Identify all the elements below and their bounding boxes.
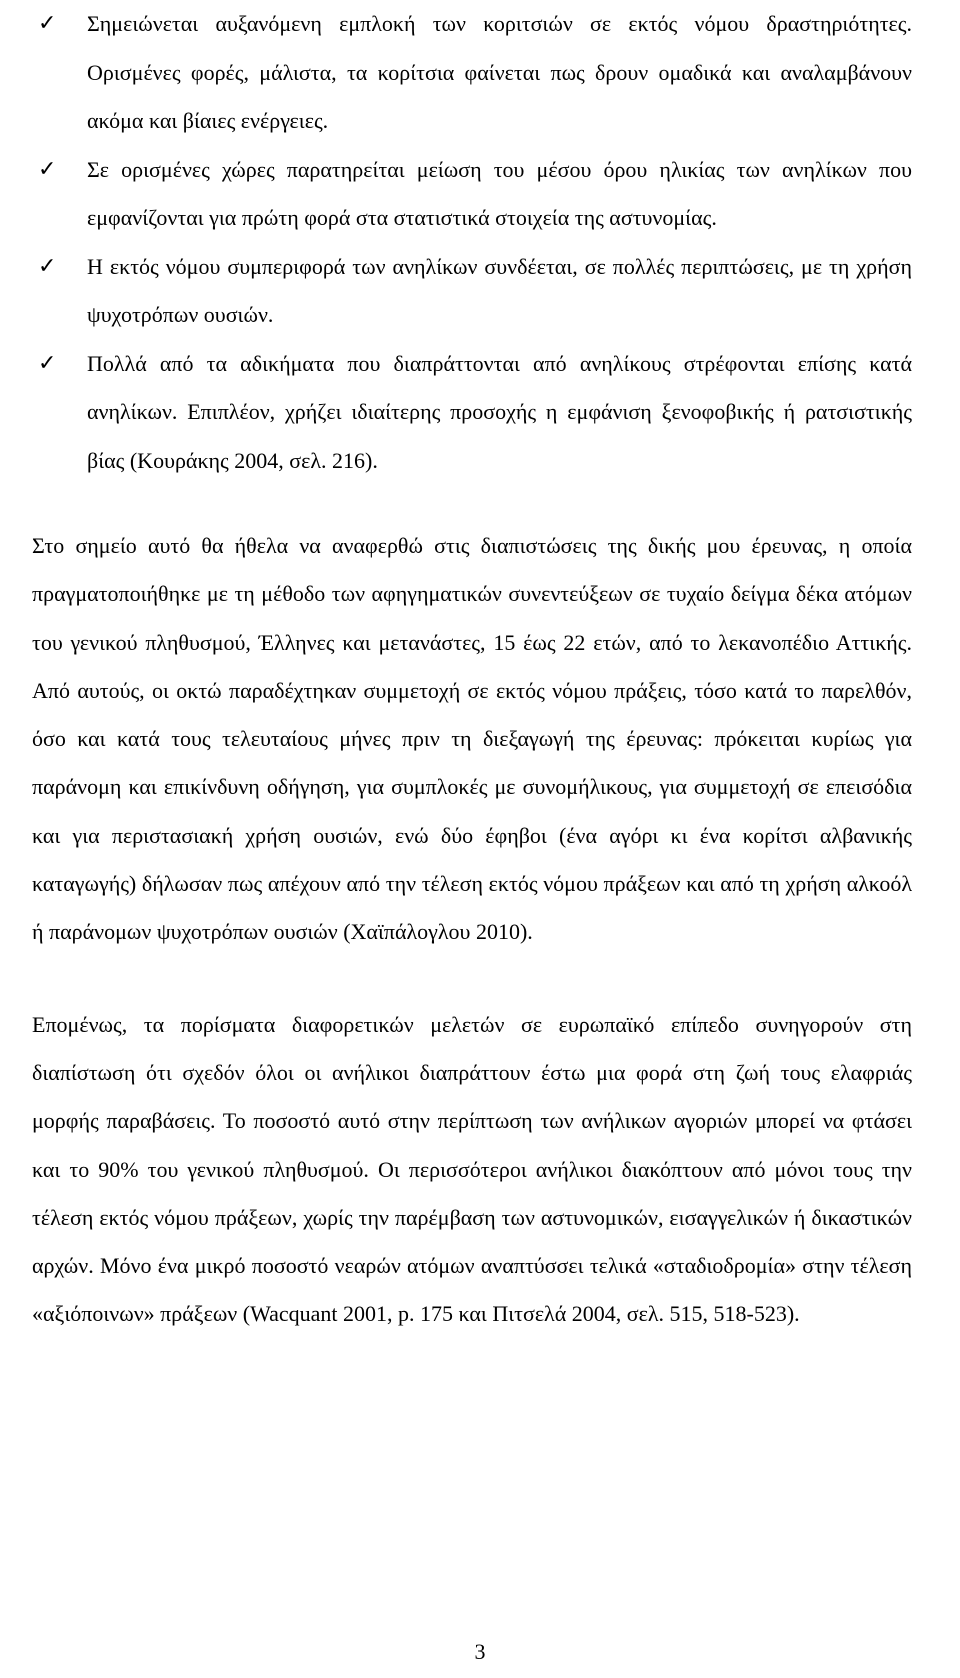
- bullet-text: Σημειώνεται αυξανόμενη εμπλοκή των κοριτσιών σε εκτός νόμου δραστηριότητες. Ορισμένες φορές, μάλιστα, τα κορίτσια φαίνεται πως δρουν ομαδικά και αναλαμβάνουν ακόμα και βίαιες ενέργειες.: [87, 11, 912, 133]
- check-mark-icon: ✓: [38, 156, 57, 182]
- list-item: [32, 243, 912, 340]
- check-mark-icon: ✓: [38, 11, 57, 36]
- page-number: 3: [474, 1639, 486, 1664]
- bullet-text: Η εκτός νόμου συμπεριφορά των ανηλίκων συνδέεται, σε πολλές περιπτώσεις, με τη χρήση ψυχοτρόπων ουσιών.: [87, 253, 912, 327]
- body-paragraph-research: Στο σημείο αυτό θα ήθελα να αναφερθώ στις διαπιστώσεις της δικής μου έρευνας, η οποία πραγματοποιήθηκε με τη μέθοδο των αφηγηματικών συνεντεύξεων σε τυχαίο δείγμα δέκα ατόμων του γενικού πληθυσμού, Έλληνες και μετανάστες, 15 έως 22 ετών, από το λεκανοπέδιο Αττικής. Από αυτούς, οι οκτώ παραδέχτηκαν συμμετοχή σε εκτός νόμου πράξεις, τόσο κατά το παρελθόν, όσο και κατά τους τελευταίους μήνες πριν τη διεξαγωγή της έρευνας: πρόκειται κυρίως για παράνομη και επικίνδυνη οδήγηση, για συμπλοκές με συνομήλικους, για συμμετοχή σε επεισόδια και για περιστασιακή χρήση ουσιών, ενώ δύο έφηβοι (ένα αγόρι κι ένα κορίτσι αλβανικής καταγωγής) δήλωσαν πως απέχουν από την τέλεση εκτός νόμου πράξεων και από τη χρήση αλκοόλ ή παράνομων ψυχοτρόπων ουσιών (Χαϊπάλογλου 2010).: [32, 533, 912, 945]
- bullet-text: Πολλά από τα αδικήματα που διαπράττονται από ανηλίκους στρέφονται επίσης κατά ανηλίκων. Επιπλέον, χρήζει ιδιαίτερης προσοχής η εμφάνιση ξενοφοβικής ή ρατσιστικής βίας (Κουράκης 2004, σελ. 216).: [87, 350, 912, 473]
- bullet-list: [32, 0, 912, 485]
- list-item: [32, 340, 912, 486]
- list-item: [32, 146, 912, 243]
- body-paragraph-conclusions: Επομένως, τα πορίσματα διαφορετικών μελετών σε ευρωπαϊκό επίπεδο συνηγορούν στη διαπίστωση ότι σχεδόν όλοι οι ανήλικοι διαπράττουν έστω μια φορά στη ζωή τους ελαφριάς μορφής παραβάσεις. Το ποσοστό αυτό στην περίπτωση των ανήλικων αγοριών μπορεί να φτάσει και το 90% του γενικού πληθυσμού. Οι περισσότεροι ανήλικοι διακόπτουν από μόνοι τους την τέλεση εκτός νόμου πράξεων, χωρίς την παρέμβαση των αστυνομικών, εισαγγελικών ή δικαστικών αρχών. Μόνο ένα μικρό ποσοστό νεαρών ατόμων αναπτύσσει τελικά «σταδιοδρομία» στην τέλεση «αξιόποινων» πράξεων (Wacquant 2001, p. 175 και Πιτσελά 2004, σελ. 515, 518-523).: [32, 1011, 912, 1327]
- bullet-text: Σε ορισμένες χώρες παρατηρείται μείωση του μέσου όρου ηλικίας των ανηλίκων που εμφανίζονται για πρώτη φορά στα στατιστικά στοιχεία της αστυνομίας.: [87, 156, 912, 230]
- check-mark-icon: ✓: [38, 253, 57, 279]
- document-page: [32, 0, 912, 1339]
- check-mark-icon: ✓: [38, 350, 57, 376]
- list-item: [32, 0, 912, 146]
